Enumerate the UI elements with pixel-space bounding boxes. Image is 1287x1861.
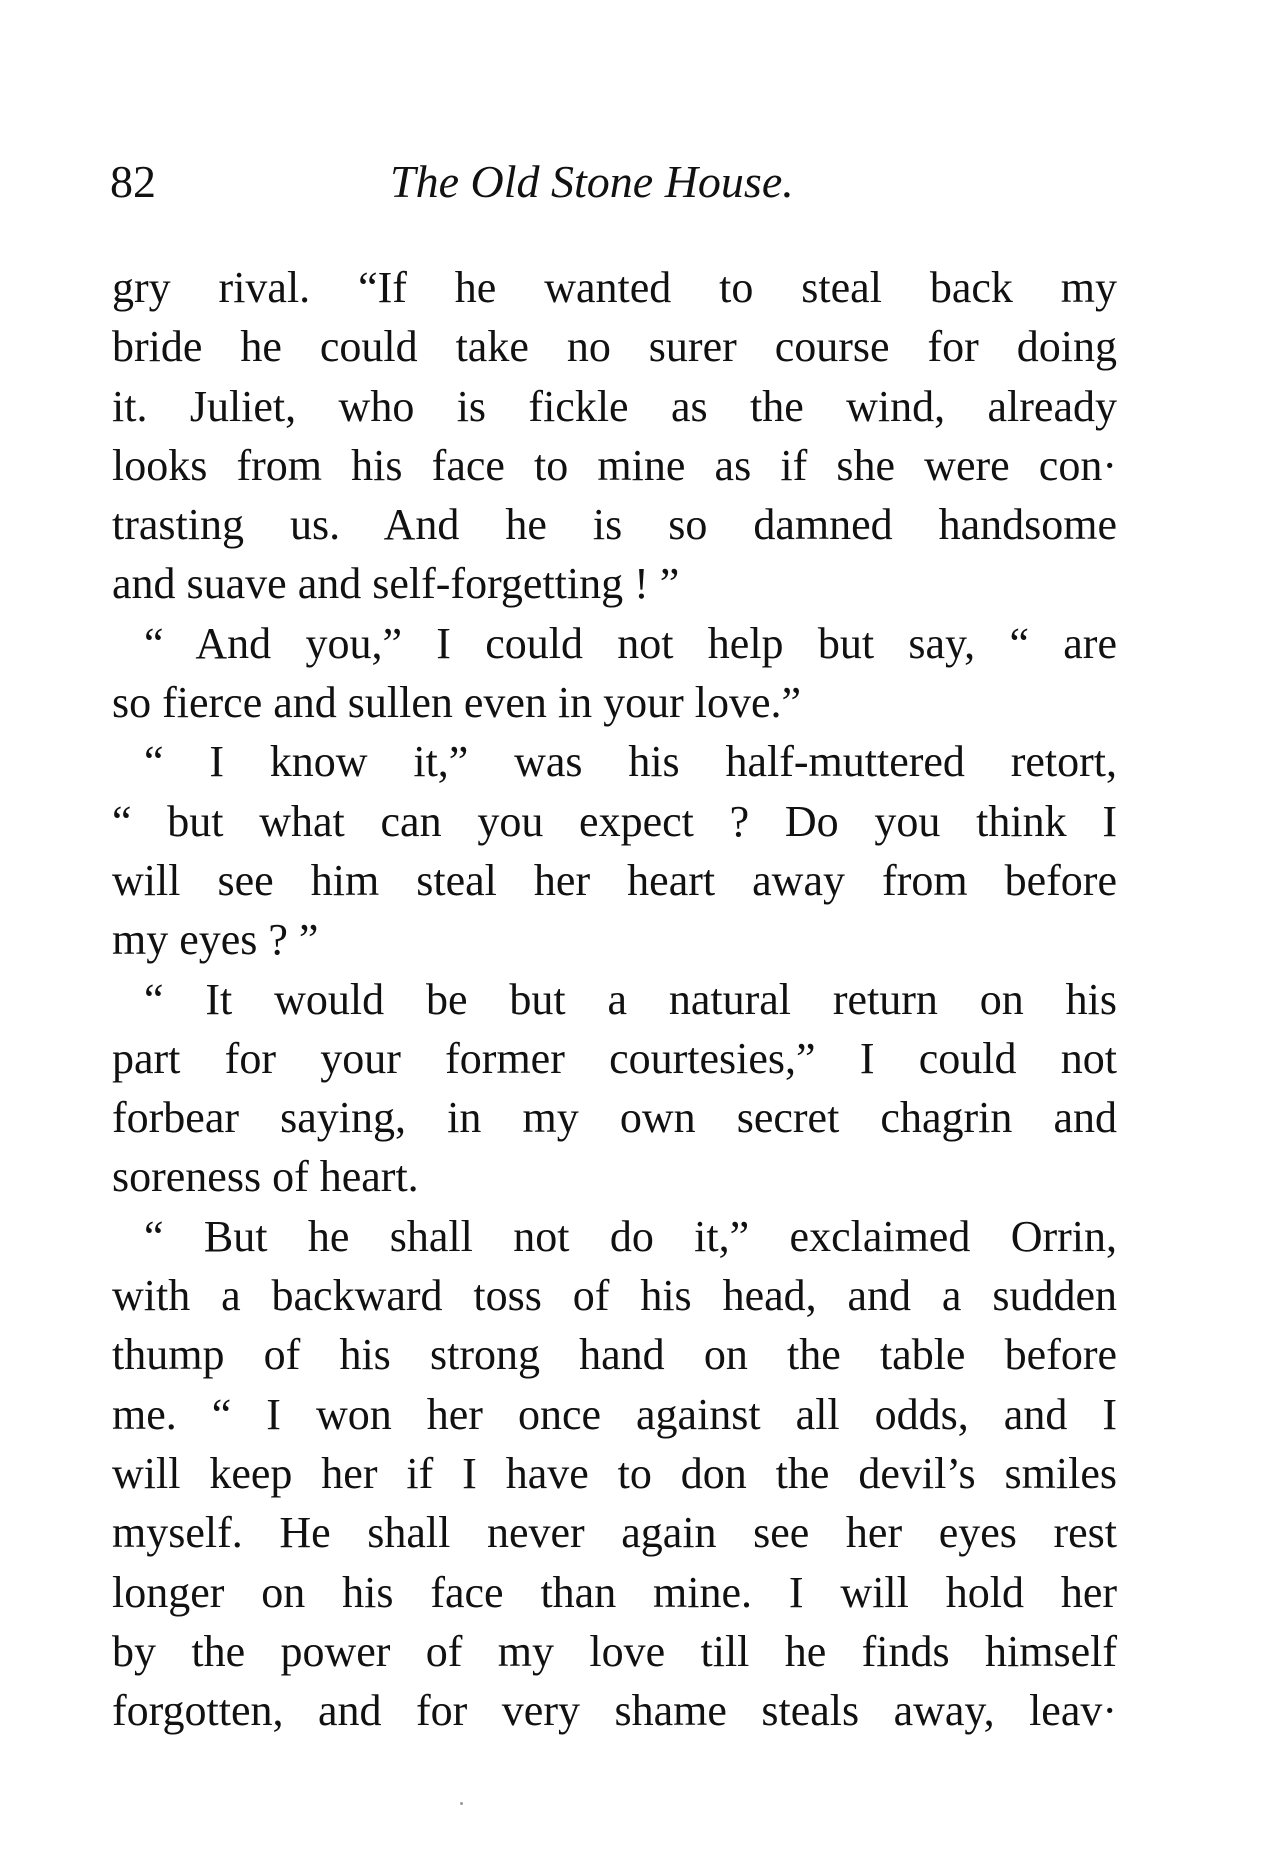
text-line: “ but what can you expect ? Do you think I (112, 796, 1117, 846)
text-line: “ I know it,” was his half-muttered retort, (144, 737, 1117, 787)
text-line: my eyes ? ” (112, 915, 319, 965)
text-line: forbear saying, in my own secret chagrin and (112, 1093, 1117, 1143)
text-line: by the power of my love till he finds himself (112, 1626, 1117, 1676)
text-line: bride he could take no surer course for doing (112, 322, 1117, 372)
text-line: looks from his face to mine as if she were con· (112, 440, 1117, 490)
text-line: and suave and self-forgetting ! ” (112, 559, 680, 609)
text-line: so fierce and sullen even in your love.” (112, 678, 802, 728)
text-line: “ But he shall not do it,” exclaimed Orrin, (144, 1211, 1117, 1261)
body-text (112, 258, 1117, 1740)
text-line: soreness of heart. (112, 1152, 419, 1202)
text-line: forgotten, and for very shame steals away, leav· (112, 1686, 1117, 1736)
text-line: gry rival. “If he wanted to steal back my (112, 263, 1117, 312)
text-line: trasting us. And he is so damned handsome (112, 500, 1117, 550)
text-line: will keep her if I have to don the devil’s smiles (112, 1448, 1117, 1498)
text-line: part for your former courtesies,” I could not (112, 1033, 1117, 1083)
running-title: The Old Stone House. (390, 156, 794, 207)
print-speck (460, 1802, 463, 1805)
text-line: will see him steal her heart away from before (112, 855, 1117, 905)
text-line: longer on his face than mine. I will hold her (112, 1567, 1117, 1617)
text-line: “ And you,” I could not help but say, “ are (144, 618, 1117, 668)
text-line: me. “ I won her once against all odds, and I (112, 1389, 1117, 1439)
page-number: 82 (110, 156, 156, 207)
text-line: with a backward toss of his head, and a sudden (112, 1271, 1117, 1321)
page-header (110, 155, 1115, 225)
text-line: “ It would be but a natural return on his (144, 974, 1117, 1024)
text-line: myself. He shall never again see her eyes rest (112, 1508, 1117, 1558)
text-line: it. Juliet, who is fickle as the wind, already (112, 381, 1117, 431)
text-line: thump of his strong hand on the table before (112, 1330, 1117, 1380)
